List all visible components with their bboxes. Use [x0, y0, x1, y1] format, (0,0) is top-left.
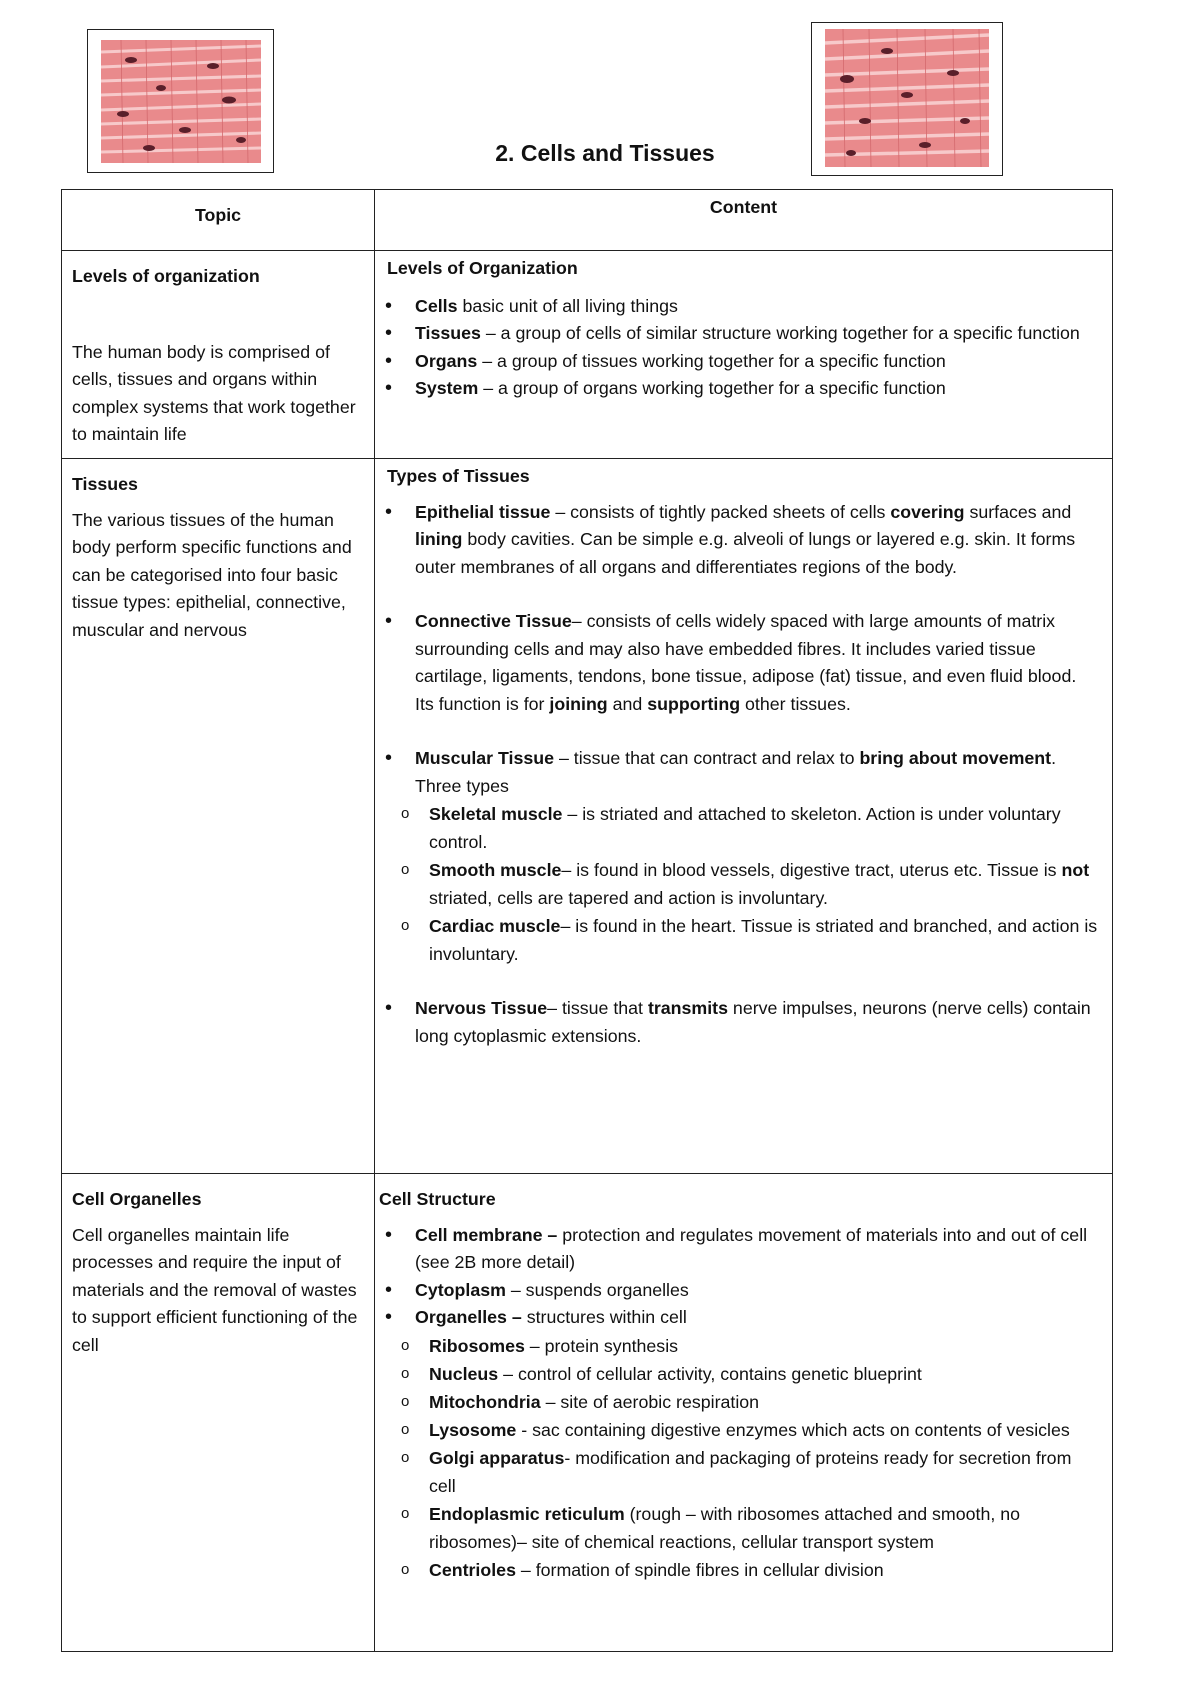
term: Connective Tissue	[415, 611, 572, 631]
sub-list-item	[385, 1416, 1102, 1444]
term: Lysosome	[429, 1419, 517, 1440]
organelles-list	[385, 1332, 1102, 1584]
section-title: Types of Tissues	[387, 466, 530, 486]
muscle-tissue-micrograph	[101, 40, 261, 163]
list-item-muscular	[385, 745, 1102, 995]
term: Skeletal muscle	[429, 804, 563, 824]
content-cell	[375, 251, 1113, 459]
definition: (rough – with ribosomes attached and smooth, no ribosomes)– site of chemical reactions, cellular transport system	[429, 1503, 1021, 1552]
text: – is found in blood vessels, digestive tract, uterus etc. Tissue is	[561, 860, 1062, 880]
topic-cell	[62, 251, 375, 459]
topic-title: Tissues	[72, 474, 138, 494]
text: – is striated and attached to skeleton. Action is under voluntary control.	[429, 804, 1061, 852]
table-row	[62, 459, 1113, 1174]
column-header-content: Content	[375, 190, 1113, 251]
sub-list-item	[385, 1500, 1102, 1556]
sub-list-item	[385, 1332, 1102, 1360]
definition: protection and regulates movement of materials into and out of cell (see 2B more detail)	[415, 1224, 1088, 1272]
list-item	[385, 320, 1102, 348]
tissue-types-list	[385, 499, 1102, 1051]
definition: structures within cell	[521, 1307, 687, 1327]
term: Nervous Tissue	[415, 998, 548, 1018]
term: System	[415, 378, 479, 398]
muscle-tissue-image-right	[811, 22, 1003, 176]
sub-list-item	[385, 1388, 1102, 1416]
content-table	[61, 189, 1113, 1652]
list-item	[385, 1222, 1102, 1277]
text: – tissue that can contract and relax to	[554, 748, 860, 768]
text: . Three types	[415, 748, 1057, 796]
term: Cytoplasm	[415, 1279, 506, 1300]
column-header-topic: Topic	[62, 190, 375, 251]
section-title: Levels of Organization	[387, 258, 578, 278]
term: Cell membrane –	[415, 1224, 558, 1245]
term: Golgi apparatus	[429, 1447, 565, 1468]
term: Cells	[415, 295, 458, 316]
term: Cardiac muscle	[429, 916, 561, 936]
text: – consists of tightly packed sheets of cells	[550, 501, 891, 522]
emphasis: covering	[890, 501, 965, 522]
definition: - sac containing digestive enzymes which acts on contents of vesicles	[516, 1419, 1070, 1440]
table-row	[62, 1174, 1113, 1652]
text: nerve impulses, neurons (nerve cells) contain long cytoplasmic extensions.	[415, 998, 1091, 1046]
muscle-types-list	[385, 800, 1102, 968]
topic-cell	[62, 459, 375, 1174]
text: – is found in the heart. Tissue is striated and branched, and action is involuntary.	[429, 916, 1098, 964]
definition: – formation of spindle fibres in cellular division	[515, 1559, 884, 1580]
text: – tissue that	[547, 998, 648, 1018]
emphasis: not	[1061, 860, 1090, 880]
topic-cell	[62, 1174, 375, 1652]
term: Muscular Tissue	[415, 748, 555, 768]
sub-list-item	[385, 856, 1102, 912]
term: Organelles –	[415, 1307, 522, 1327]
text: body cavities. Can be simple e.g. alveoli of lungs or layered e.g. skin. It forms outer membranes of all organs and differentiates regions of the body.	[415, 529, 1076, 577]
sub-list-item	[385, 1360, 1102, 1388]
definition: - modification and packaging of proteins ready for secretion from cell	[429, 1447, 1072, 1496]
text: surfaces and	[964, 501, 1072, 522]
list-item	[385, 1277, 1102, 1305]
list-item	[385, 375, 1102, 403]
sub-list-item	[385, 1444, 1102, 1500]
topic-description: Cell organelles maintain life processes and require the input of materials and the removal of wastes to support efficient functioning of the cell	[72, 1224, 358, 1355]
definition: basic unit of all living things	[457, 295, 678, 316]
cell-structure-list	[385, 1222, 1102, 1584]
emphasis: supporting	[647, 693, 741, 714]
text: and	[607, 693, 648, 714]
term: Epithelial tissue	[415, 501, 551, 522]
term: Centrioles	[429, 1559, 516, 1580]
table-header-row	[62, 190, 1113, 251]
topic-title: Levels of organization	[72, 266, 260, 286]
term: Smooth muscle	[429, 860, 562, 880]
topic-title: Cell Organelles	[72, 1189, 202, 1209]
text: – consists of cells widely spaced with large amounts of matrix surrounding cells and may also have embedded fibres. It includes varied tissue cartilage, ligaments, tendons, bone tissue, adipose (fat) tissue, and even fluid blood.	[415, 611, 1077, 686]
definition: – site of aerobic respiration	[540, 1391, 760, 1412]
list-item-epithelial	[385, 499, 1102, 609]
sub-list-item	[385, 1556, 1102, 1584]
list-item-nervous	[385, 995, 1102, 1050]
term: Endoplasmic reticulum	[429, 1503, 625, 1524]
list-item	[385, 1304, 1102, 1584]
topic-description: The human body is comprised of cells, tissues and organs within complex systems that work together to maintain life	[72, 341, 356, 444]
page-title: 2. Cells and Tissues	[495, 140, 715, 166]
sub-list-item	[385, 912, 1102, 968]
definition: – protein synthesis	[524, 1335, 679, 1356]
emphasis: bring about movement	[859, 748, 1052, 768]
muscle-tissue-micrograph	[825, 29, 989, 167]
term: Ribosomes	[429, 1335, 525, 1356]
list-item	[385, 293, 1102, 321]
emphasis: lining	[415, 529, 463, 549]
definition: – a group of tissues working together for a specific function	[477, 350, 946, 371]
muscle-tissue-image-left	[87, 29, 274, 173]
content-cell	[375, 459, 1113, 1174]
text: Its function is for	[415, 693, 550, 714]
text: striated, cells are tapered and action is involuntary.	[429, 888, 828, 908]
sub-list-item	[385, 800, 1102, 856]
section-title: Cell Structure	[379, 1189, 496, 1209]
definition: – a group of cells of similar structure working together for a specific function	[480, 323, 1080, 343]
list-item	[385, 348, 1102, 376]
table-row	[62, 251, 1113, 459]
term: Tissues	[415, 323, 481, 343]
list-item-connective	[385, 608, 1102, 745]
term: Mitochondria	[429, 1391, 541, 1412]
term: Nucleus	[429, 1363, 499, 1384]
definition: – a group of organs working together for a specific function	[478, 378, 946, 398]
topic-description: The various tissues of the human body perform specific functions and can be categorised into four basic tissue types: epithelial, connective, muscular and nervous	[72, 509, 352, 640]
definition: – suspends organelles	[505, 1279, 689, 1300]
emphasis: transmits	[647, 998, 728, 1018]
levels-list	[385, 293, 1102, 403]
text: other tissues.	[740, 693, 851, 714]
definition: – control of cellular activity, contains genetic blueprint	[498, 1363, 922, 1384]
emphasis: joining	[549, 693, 608, 714]
term: Organs	[415, 350, 478, 371]
content-cell	[375, 1174, 1113, 1652]
